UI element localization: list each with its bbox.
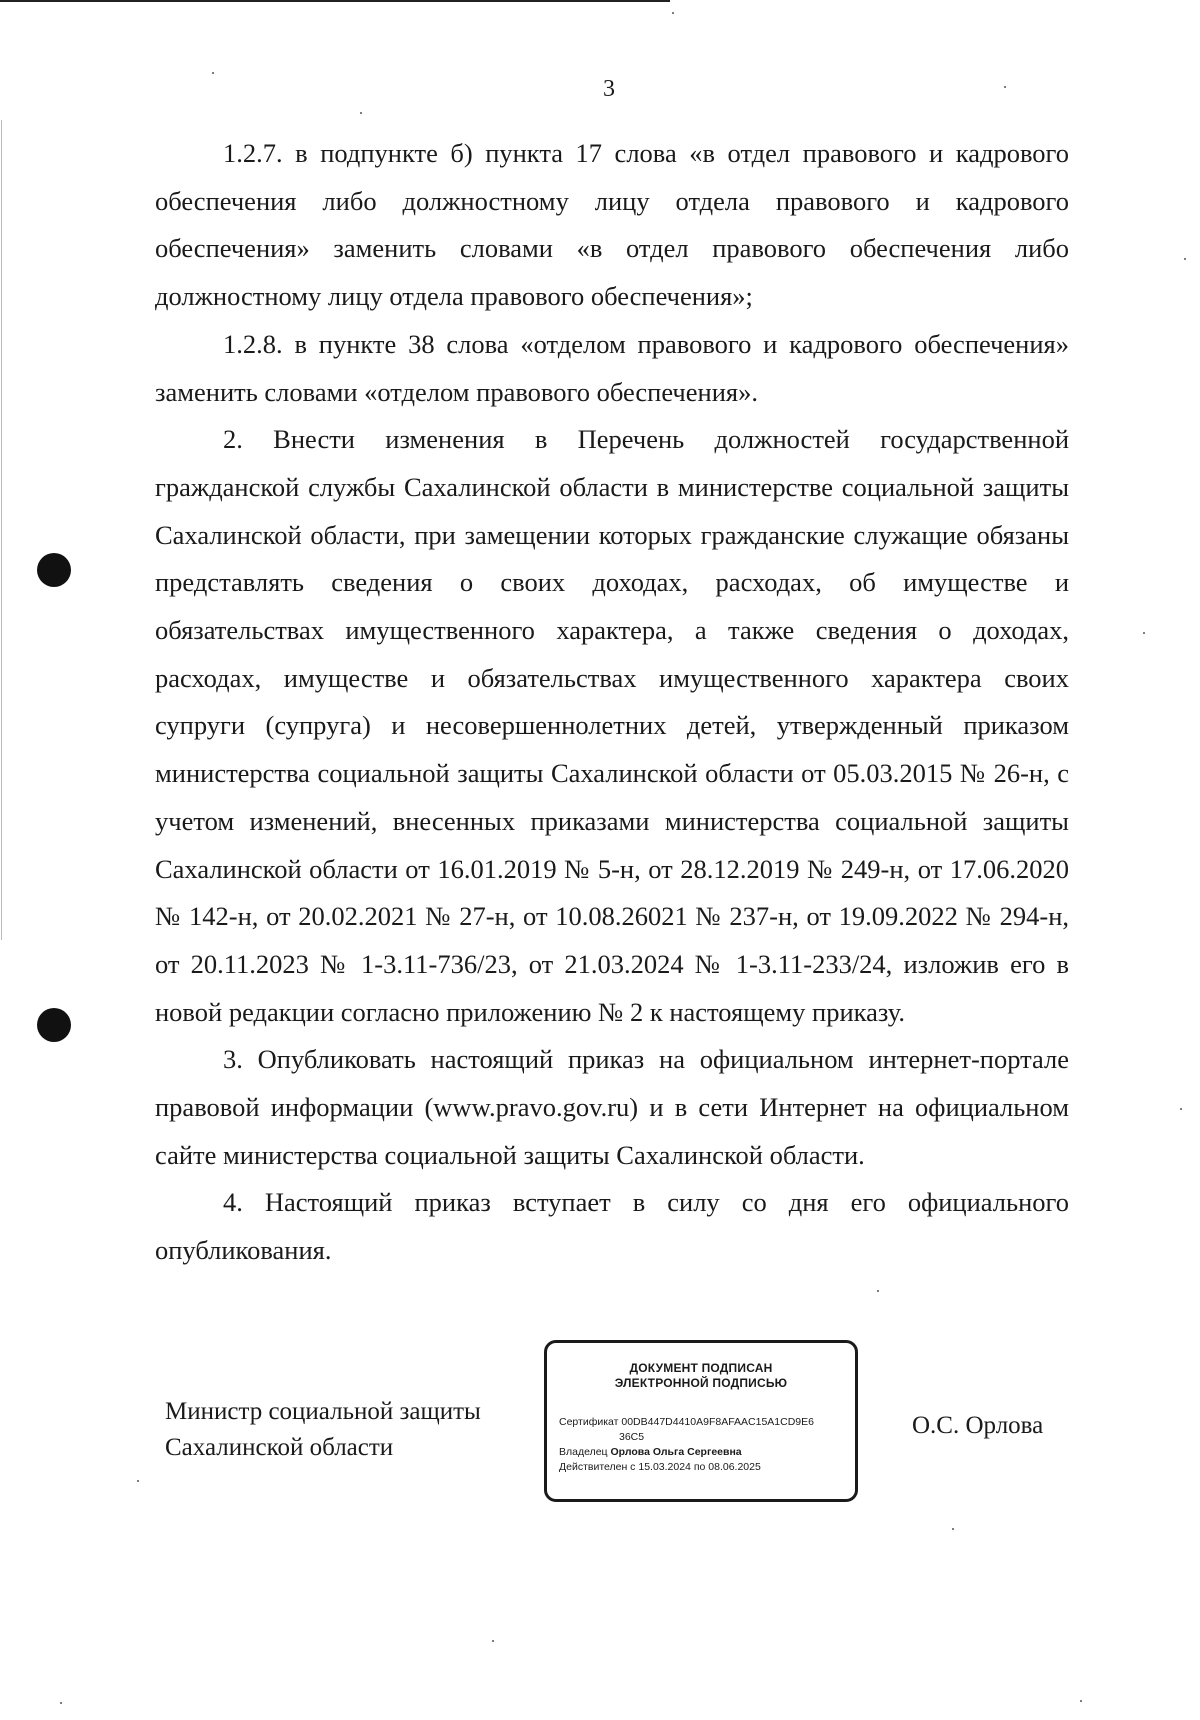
stamp-details — [559, 1415, 851, 1475]
document-body — [155, 130, 1069, 1275]
stamp-heading — [547, 1361, 855, 1391]
scan-speck — [1180, 1108, 1182, 1110]
scan-speck — [137, 1480, 139, 1482]
stamp-owner — [559, 1445, 851, 1460]
binder-hole-mark — [37, 553, 71, 587]
paragraph-2: 2. Внести изменения в Перечень должностей государственной гражданской службы Сахалинской области в министерстве социальной защиты Сахалинской области, при замещении которых гражданские служащие обязаны представлять сведения о своих доходах, расходах, об имуществе и обязательствах имущественного характера, а также сведения о доходах, расходах, имуществе и обязательствах имущественного характера своих супруги (супруга) и несовершеннолетних детей, утвержденный приказом министерства социальной защиты Сахалинской области от 05.03.2015 № 26-н, с учетом изменений, внесенных приказами министерства социальной защиты Сахалинской области от 16.01.2019 № 5-н, от 28.12.2019 № 249-н, от 17.06.2020 № 142-н, от 20.02.2021 № 27-н, от 10.08.26021 № 237-н, от 19.09.2022 № 294-н, от 20.11.2023 № 1-3.11-736/23, от 21.03.2024 № 1-3.11-233/24, изложив его в новой редакции согласно приложению № 2 к настоящему приказу. — [155, 424, 1069, 1027]
stamp-owner-label: Владелец — [559, 1446, 608, 1458]
stamp-certificate-cont: 36C5 — [619, 1431, 645, 1443]
signer-name: О.С. Орлова — [912, 1412, 1044, 1439]
stamp-heading-line: ДОКУМЕНТ ПОДПИСАН — [629, 1361, 773, 1375]
stamp-owner-value: Орлова Ольга Сергеевна — [610, 1446, 742, 1458]
scan-speck — [1184, 258, 1186, 260]
paragraph-4: 4. Настоящий приказ вступает в силу со дня его официального опубликования. — [155, 1187, 1069, 1266]
stamp-heading-line: ЭЛЕКТРОННОЙ ПОДПИСЬЮ — [614, 1376, 788, 1390]
paragraph-3: 3. Опубликовать настоящий приказ на официальном интернет-портале правовой информации (www.pravo.gov.ru) и в сети Интернет на официальном сайте министерства социальной защиты Сахалинской области. — [155, 1044, 1069, 1170]
scan-speck — [492, 1640, 494, 1642]
scan-speck — [1143, 632, 1145, 634]
scan-speck — [1080, 1700, 1082, 1702]
stamp-certificate-value: 00DB447D4410A9F8AFAAC15A1CD9E6 — [621, 1416, 814, 1428]
signer-title-line: Сахалинской области — [165, 1434, 394, 1461]
page-number: 3 — [603, 76, 615, 102]
scan-speck — [60, 1702, 62, 1704]
signature-block — [0, 1330, 1200, 1530]
stamp-validity: Действителен с 15.03.2024 по 08.06.2025 — [559, 1461, 761, 1473]
scan-speck — [952, 1528, 954, 1530]
scan-speck — [877, 1290, 879, 1292]
stamp-certificate — [559, 1415, 851, 1430]
binder-hole-mark — [37, 1008, 71, 1042]
scan-edge-line-left — [1, 120, 2, 940]
electronic-signature-stamp — [544, 1340, 858, 1502]
scan-edge-line — [0, 0, 670, 2]
paragraph-1-2-7: 1.2.7. в подпункте б) пункта 17 слова «в отдел правового и кадрового обеспечения либо должностному лицу отдела правового и кадрового обеспечения» заменить словами «в отдел правового обеспечения либо должностному лицу отдела правового обеспечения»; — [155, 138, 1069, 312]
scan-speck — [1004, 86, 1006, 88]
scan-speck — [672, 12, 674, 14]
scan-speck — [212, 72, 214, 74]
scan-speck — [360, 112, 362, 114]
signer-title-line: Министр социальной защиты — [165, 1398, 481, 1425]
signer-title — [165, 1394, 481, 1466]
paragraph-1-2-8: 1.2.8. в пункте 38 слова «отделом правового и кадрового обеспечения» заменить словами «отделом правового обеспечения». — [155, 328, 1069, 407]
stamp-certificate-label: Сертификат — [559, 1416, 619, 1428]
